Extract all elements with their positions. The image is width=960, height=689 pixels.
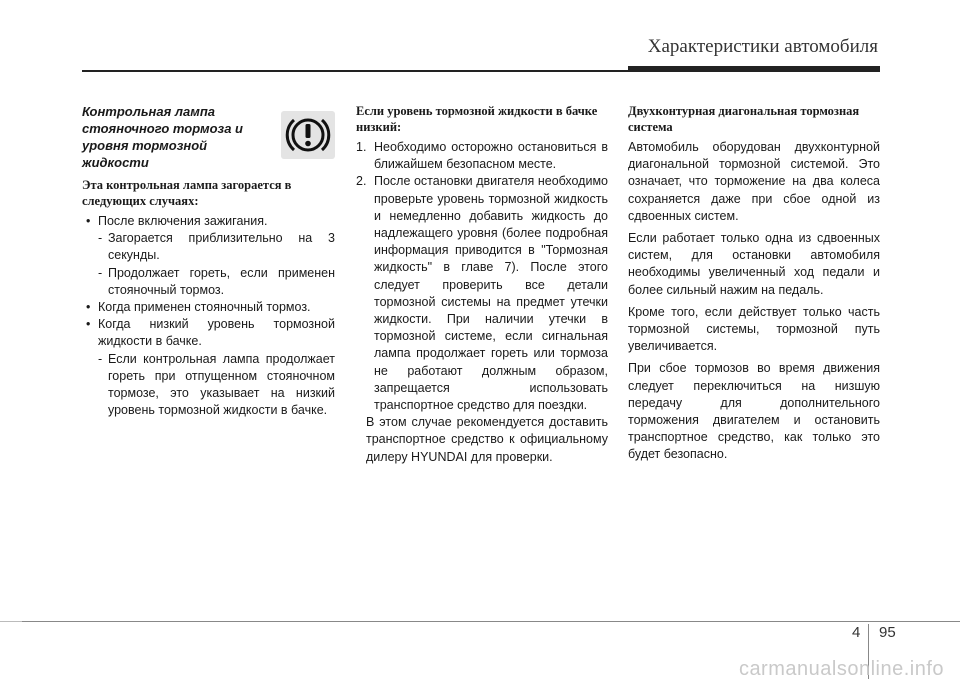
page-header-title: Характеристики автомобиля <box>647 36 878 57</box>
watermark: carmanualsonline.info <box>738 658 944 680</box>
col1-lead: Эта контрольная лампа загорается в следующих случаях: <box>82 178 292 208</box>
list-item: • Когда низкий уровень тормозной жидкости в бачке. <box>82 316 335 350</box>
col2-lead: Если уровень тормозной жидкости в бачке низкий: <box>356 104 598 134</box>
list-subitem: - Загорается приблизительно на 3 секунды. <box>82 230 335 264</box>
list-subitem: - Если контрольная лампа продолжает гореть при отпущенном стояночном тормозе, это указывает на низкий уровень тормозной жидкости в бачке. <box>82 351 335 420</box>
paragraph: Автомобиль оборудован двухконтурной диагональной тормозной системой. Это означает, что торможение на два колеса сохраняется даже при сбое одной из сдвоенных систем. <box>628 140 880 223</box>
col2-after-text: В этом случае рекомендуется доставить транспортное средство к официальному дилеру HYUNDAI для проверки. <box>366 415 608 464</box>
paragraph: Если работает только одна из сдвоенных систем, для остановки автомобиля необходимы увеличенный ход педали и более сильный нажим на педаль. <box>628 231 880 297</box>
column-1 <box>82 103 335 419</box>
footer-rule-left <box>0 621 22 622</box>
col3-lead: Двухконтурная диагональная тормозная система <box>628 104 860 134</box>
page-number: 95 <box>879 624 896 641</box>
item-number: 2. <box>356 174 367 189</box>
list-subitem: - Продолжает гореть, если применен стояночный тормоз. <box>82 265 335 299</box>
footer-rule <box>22 621 960 622</box>
paragraph: Кроме того, если действует только часть тормозной системы, тормозной путь увеличивается. <box>628 304 880 354</box>
header-rule-thin <box>82 70 662 72</box>
list-item: • Когда применен стояночный тормоз. <box>82 299 335 316</box>
list-item: • После включения зажигания. <box>82 213 335 230</box>
brake-warning-icon <box>281 111 335 159</box>
warning-header <box>82 103 335 171</box>
header-rule-thick <box>628 66 880 72</box>
paragraph: При сбое тормозов во время движения следует переключиться на низшую передачу для дополнительного торможения двигателем и остановить транспортное средство, как только это будет безопасно. <box>628 361 880 462</box>
item-text: После остановки двигателя необходимо проверьте уровень тормозной жидкость и немедленно добавить жидкость до надлежащего уровня (более подробная информация приводится в "Тормозная жидкость" в главе 7). После этого следует проверить все детали тормозной системы на предмет утечки жидкости. При наличии утечки в тормозной системе, если сигнальная лампа продолжает гореть или тормоза не работают должным образом, запрещается использовать транспортное средство для поездки. <box>374 174 608 413</box>
item-text: Необходимо осторожно остановиться в ближайшем безопасном месте. <box>374 140 608 172</box>
column-2 <box>356 103 608 466</box>
chapter-number: 4 <box>852 624 861 641</box>
numbered-item <box>356 173 608 414</box>
numbered-item <box>356 139 608 173</box>
warning-title: Контрольная лампа стояночного тормоза и уровня тормозной жидкости <box>82 104 243 170</box>
item-number: 1. <box>356 140 367 154</box>
column-3 <box>628 103 880 464</box>
